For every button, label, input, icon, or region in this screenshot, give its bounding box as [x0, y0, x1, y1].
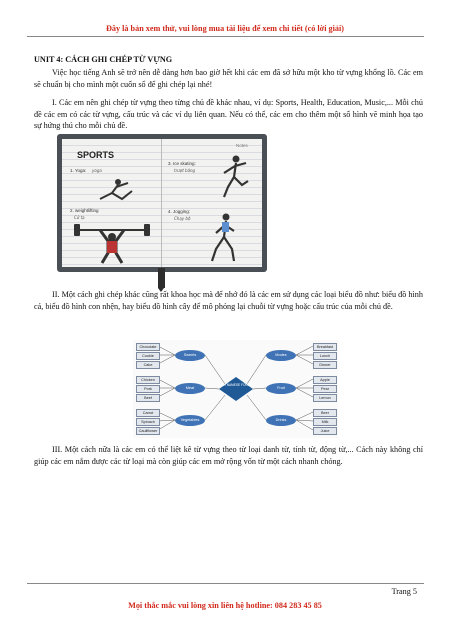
notebook-item-4: 4. Jogging: [168, 209, 191, 214]
notebook-item-2-note: Cử tạ [74, 215, 85, 220]
notebook-item-1: 1. Yoga: [70, 168, 87, 173]
diagram-box-lemon: Lemon [313, 394, 337, 402]
page-number: Trang 5 [391, 587, 417, 596]
diagram-box-carrot: Carrot [136, 409, 160, 417]
notebook-title: SPORTS [77, 150, 115, 160]
diagram-box-chocolate: Chocolate [136, 343, 160, 351]
notebook-item-3: 3. Ice skating: [168, 161, 196, 166]
notebook-right-page [162, 139, 262, 267]
diagram-box-juice: Juice [313, 427, 337, 435]
yoga-figure-icon [92, 177, 137, 203]
diagram-oval-sweets: Sweets [175, 350, 205, 361]
diagram-box-milk: Milk [313, 418, 337, 426]
diagram-oval-modes: Modes [266, 350, 296, 361]
diagram-box-cauliflower: Cauliflower [136, 427, 160, 435]
jogger-figure-icon [204, 211, 244, 265]
intro-paragraph: Việc học tiếng Anh sẽ trở nên dễ dàng hơn bao giờ hết khi các em đã sở hữu một kho từ vựng khổng lồ. Các em sẽ chuẩn bị cho mình một cuốn sổ để ghi chép lại nhé! [34, 68, 423, 89]
top-banner: Đây là bản xem thử, vui lòng mua tài liệu để xem chi tiết (có lời giải) [105, 24, 344, 33]
diagram-center-label: VIETNAMESE FOODS [219, 383, 253, 387]
diagram-box-cookie: Cookie [136, 352, 160, 360]
diagram-box-beef: Beef [136, 394, 160, 402]
ice-skater-figure-icon [214, 153, 254, 201]
diagram-box-spinach: Spinach [136, 418, 160, 426]
diagram-oval-drinks: Drinks [266, 415, 296, 426]
diagram-box-pork: Pork [136, 385, 160, 393]
notebook-item-2: 2. weightlifting [70, 208, 99, 213]
diagram-box-dinner: Dinner [313, 361, 337, 369]
diagram-box-chicken: Chicken [136, 376, 160, 384]
diagram-box-apple: Apple [313, 376, 337, 384]
section-1-paragraph: I. Các em nên ghi chép từ vựng theo từng chủ đề khác nhau, ví dụ: Sports, Health, Education, Music,... Mỗi chủ đề các em có các từ vựng, cấu trúc và các ví dụ liên quan. Nếu có thể, các em cho thêm một số hình vẽ minh họa tạo sự hứng thú cho mỗi chủ đề. [34, 98, 423, 131]
notebook-ribbon [158, 268, 165, 288]
diagram-center-diamond [219, 377, 253, 401]
weightlifter-figure-icon [72, 223, 152, 265]
diagram-box-cake: Cake [136, 361, 160, 369]
diagram-center-shape [219, 377, 253, 401]
diagram-box-breakfast: Breakfast [313, 343, 337, 351]
sports-notebook-image [57, 134, 267, 272]
diagram-oval-fruit: Fruit [266, 383, 296, 394]
notebook-item-4-note: Chạy bộ [174, 216, 191, 221]
diagram-box-lunch: Lunch [313, 352, 337, 360]
top-divider [27, 36, 424, 37]
unit-title: UNIT 4: CÁCH GHI CHÉP TỪ VỰNG [34, 55, 173, 64]
vietnamese-foods-spider-diagram [133, 340, 338, 438]
section-2-paragraph: II. Một cách ghi chép khác cũng rất khoa học mà để nhớ đó là các em sử dụng các loại biểu đồ như: biểu đồ hình cá, biểu đồ hình con nhện, hay biểu đồ hình cây để mô phỏng lại chuỗi từ vựng hoặc cấu trúc của mỗi chủ đề. [34, 290, 423, 311]
diagram-box-pear: Pear [313, 385, 337, 393]
diagram-box-beer: Beer [313, 409, 337, 417]
notebook-item-3-note: trượt băng [174, 168, 196, 173]
section-3-paragraph: III. Một cách nữa là các em có thể liệt kê từ vựng theo từ loại danh từ, tính từ, động từ,... Cách này không chỉ giúp các em nắm được các từ loại mà còn giúp các em mở rộng vốn từ một cách nhanh chóng. [34, 445, 423, 466]
notebook-item-1-note: yoga [92, 168, 102, 173]
bottom-divider [27, 583, 424, 584]
bottom-banner: Mọi thắc mắc vui lòng xin liên hệ hotline: 084 283 45 85 [128, 601, 322, 610]
diagram-oval-vegetables: Vegetables [175, 415, 205, 426]
diagram-oval-meat: Meat [175, 383, 205, 394]
notebook-left-page [62, 139, 162, 267]
notebook-notes-tag: Notes [236, 143, 248, 148]
